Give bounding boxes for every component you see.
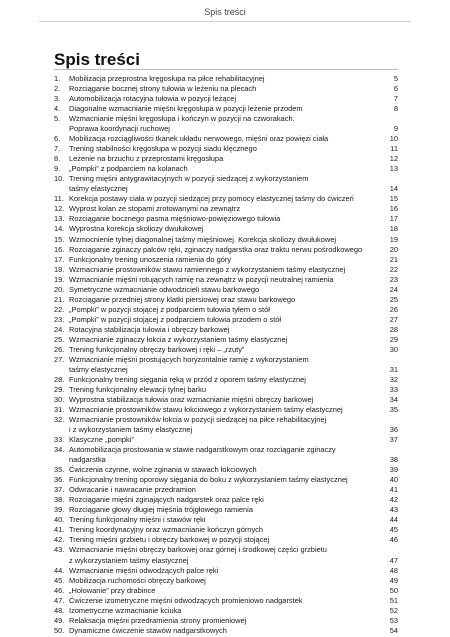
toc-entry-number: 24. — [54, 324, 65, 334]
toc-entry-number: 49. — [54, 615, 65, 625]
toc-entry — [54, 495, 398, 505]
toc-entry-title: Izometryczne wzmacnianie kciuka — [69, 605, 182, 615]
toc-entry — [54, 295, 398, 305]
toc-entry — [54, 505, 398, 515]
toc-entry-title: Trening funkcjonalny elewacji tylnej barku — [69, 384, 206, 394]
toc-entry-title: Wzmacnianie mięśni kręgosłupa i kończyn w pozycji na czworakach. Poprawa koordynacji ruchowej — [69, 114, 295, 134]
toc-entry — [54, 596, 398, 606]
toc-entry — [54, 566, 398, 576]
toc-entry-page: 15 — [389, 194, 398, 204]
toc-entry-title: „Pompki” w pozycji stojącej z podparciem tułowia tyłem o stół — [69, 304, 270, 314]
toc-entry-title: Rozciąganie bocznej strony tułowia w leżeniu na plecach — [69, 84, 257, 94]
page-title: Spis treści — [54, 50, 140, 69]
toc-entry — [54, 245, 398, 255]
toc-entry — [54, 345, 398, 355]
toc-entry — [54, 465, 398, 475]
toc-entry-page: 51 — [389, 595, 398, 605]
toc-entry-title: Wzmacnianie prostowników stawu łokciowego z wykorzystaniem taśmy elastycznej — [69, 405, 343, 415]
toc-entry-title: Ćwiczenia czynne, wolne zginania w stawach łokciowych — [69, 465, 257, 475]
toc-entry-number: 28. — [54, 374, 65, 384]
toc-entry-title: Leżenie na brzuchu z przeprostami kręgosłupa — [69, 154, 224, 164]
toc-entry — [54, 204, 398, 214]
toc-entry — [54, 164, 398, 174]
toc-entry-title: Rotacyjna stabilizacja tułowia i obręczy barkowej — [69, 324, 230, 334]
toc-entry-number: 41. — [54, 525, 65, 535]
toc-entry-number: 10. — [54, 174, 65, 184]
toc-entry — [54, 395, 398, 405]
toc-entry-title: Mobilizacja przeprostna kręgosłupa na piłce rehabilitacyjnej — [69, 74, 265, 83]
toc-entry-page: 36 — [389, 425, 398, 435]
toc-entry — [54, 515, 398, 525]
toc-entry — [54, 475, 398, 485]
toc-entry-page: 5 — [393, 74, 398, 83]
toc-entry-number: 14. — [54, 224, 65, 234]
toc-entry — [54, 335, 398, 345]
toc-entry-page: 19 — [389, 234, 398, 244]
toc-entry-number: 2. — [54, 84, 61, 94]
toc-entry-page: 23 — [389, 274, 398, 284]
toc-entry-title: Wzmacnianie mięśni odwodzących palce ręki — [69, 565, 219, 575]
toc-entry-page: 10 — [389, 134, 398, 144]
toc-entry — [54, 235, 398, 245]
toc-entry-title: Dynamiczne ćwiczenie stawów nadgarstkowych — [69, 625, 227, 635]
toc-entry — [54, 275, 398, 285]
toc-entry — [54, 84, 398, 94]
toc-entry-number: 32. — [54, 415, 65, 425]
toc-entry-page: 30 — [389, 344, 398, 354]
toc-entry — [54, 174, 398, 194]
toc-entry — [54, 104, 398, 114]
toc-entry-title: Korekcja postawy ciała w pozycji siedzącej przy pomocy elastycznej taśmy do ćwiczeń — [69, 194, 354, 204]
toc-entry-number: 29. — [54, 384, 65, 394]
toc-entry-number: 38. — [54, 495, 65, 505]
toc-entry-title: Wzmocnienie tylnej diagonalnej taśmy mięśniowej. Korekcja skoliozy dwułukowej — [69, 234, 337, 244]
toc-entry-number: 16. — [54, 244, 65, 254]
toc-entry — [54, 154, 398, 164]
toc-entry — [54, 325, 398, 335]
toc-entry-page: 46 — [389, 535, 398, 545]
toc-entry-title: Rozciąganie bocznego pasma mięśniowo-powięziowego tułowia — [69, 214, 281, 224]
toc-entry-page: 32 — [389, 374, 398, 384]
toc-entry-number: 12. — [54, 204, 65, 214]
toc-entry-number: 48. — [54, 605, 65, 615]
toc-entry-page: 22 — [389, 264, 398, 274]
toc-entry-page: 24 — [389, 284, 398, 294]
toc-entry-page: 20 — [389, 244, 398, 254]
toc-entry — [54, 606, 398, 616]
toc-entry-title: Trening stabilności kręgosłupa w pozycji siadu klęcznego — [69, 144, 257, 154]
toc-entry-title: Funkcjonalny trening unoszenia ramienia do góry — [69, 254, 232, 264]
toc-entry-page: 18 — [389, 224, 398, 234]
toc-entry-number: 33. — [54, 435, 65, 445]
toc-entry-number: 18. — [54, 264, 65, 274]
toc-entry-number: 3. — [54, 94, 61, 104]
toc-entry-title: Rozciąganie głowy długiej mięśnia trójgłowego ramienia — [69, 505, 253, 515]
toc-entry — [54, 435, 398, 445]
toc-entry-page: 28 — [389, 324, 398, 334]
toc-entry-number: 4. — [54, 104, 61, 114]
toc-entry — [54, 576, 398, 586]
toc-entry-number: 35. — [54, 465, 65, 475]
toc-entry-title: Wzmacnianie mięśni rotujących ramię na zewnątrz w pozycji neutralnej ramienia — [69, 274, 334, 284]
toc-entry-title: Wyprostna korekcja skoliozy dwułukowej — [69, 224, 204, 234]
toc-entry — [54, 445, 398, 465]
toc-entry — [54, 144, 398, 154]
toc-entry-title: „Holowanie” przy drabince — [69, 585, 156, 595]
toc-entry-page: 12 — [389, 154, 398, 164]
toc-entry — [54, 415, 398, 435]
toc-entry-number: 13. — [54, 214, 65, 224]
toc-entry — [54, 224, 398, 234]
toc-entry-page: 9 — [393, 124, 398, 134]
toc-entry — [54, 355, 398, 375]
toc-entry — [54, 285, 398, 295]
toc-entry — [54, 305, 398, 315]
toc-entry — [54, 545, 398, 565]
toc-entry — [54, 626, 398, 636]
toc-entry-title: Wzmacnianie prostowników stawu ramiennego z wykorzystaniem taśmy elastycznej — [69, 264, 346, 274]
toc-entry-number: 17. — [54, 254, 65, 264]
toc-entry-page: 50 — [389, 585, 398, 595]
toc-entry-number: 47. — [54, 595, 65, 605]
toc-entry-page: 49 — [389, 575, 398, 585]
toc-entry-title: Ćwiczenie izometryczne mięśni odwodzących promieniowo nadgarstek — [69, 595, 303, 605]
toc-entry-page: 39 — [389, 465, 398, 475]
toc-entry-page: 25 — [389, 294, 398, 304]
toc-entry-page: 31 — [389, 364, 398, 374]
toc-entry-number: 30. — [54, 395, 65, 404]
toc-entry-page: 38 — [389, 455, 398, 465]
toc-entry-page: 21 — [389, 254, 398, 264]
toc-entry-page: 41 — [389, 485, 398, 495]
toc-entry-number: 7. — [54, 144, 61, 154]
toc-entry-title: Wzmacnianie zginaczy łokcia z wykorzystaniem taśmy elastycznej — [69, 334, 288, 344]
toc-entry-title: Rozciąganie przedniej strony klatki piersiowej oraz stawu barkowego — [69, 294, 296, 304]
toc-entry-number: 5. — [54, 114, 61, 124]
toc-entry-number: 40. — [54, 515, 65, 525]
toc-entry — [54, 94, 398, 104]
toc-entry — [54, 385, 398, 395]
toc-entry-number: 6. — [54, 134, 61, 144]
toc-entry — [54, 265, 398, 275]
toc-entry-title: Automobilizacja prostowania w stawie nadgarstkowym oraz rozciąganie zginaczy nadgarstka — [69, 445, 336, 465]
toc-entry-number: 31. — [54, 405, 65, 415]
toc-entry-title: Rozciąganie mięśni zginających nadgarstek oraz palce ręki — [69, 495, 264, 505]
toc-entry-page: 45 — [389, 525, 398, 535]
toc-entry-title: Trening funkcjonalny obręczy barkowej i ręki – „rzuty” — [69, 344, 245, 354]
toc-entry-number: 11. — [54, 194, 64, 204]
toc-entry-page: 16 — [389, 204, 398, 214]
toc-entry-page: 8 — [393, 104, 398, 114]
toc-entry — [54, 616, 398, 626]
toc-entry-number: 37. — [54, 485, 65, 495]
toc-entry-page: 7 — [393, 94, 398, 104]
toc-entry-page: 33 — [389, 384, 398, 394]
toc-entry-number: 34. — [54, 445, 65, 455]
toc-entry — [54, 315, 398, 325]
toc-entry-page: 13 — [389, 164, 398, 174]
toc-entry-number: 9. — [54, 164, 61, 174]
toc-entry-page: 53 — [389, 615, 398, 625]
toc-entry-number: 44. — [54, 565, 65, 575]
toc-entry-title: Mobilizacja rozciągliwości tkanek układu nerwowego, mięśni oraz powięzi ciała — [69, 134, 329, 144]
toc-entry-page: 11 — [390, 144, 398, 154]
toc-entry-page: 37 — [389, 435, 398, 445]
toc-entry-number: 27. — [54, 354, 65, 364]
toc-entry-number: 23. — [54, 314, 65, 324]
toc-entry — [54, 214, 398, 224]
toc-entry-page: 34 — [389, 395, 398, 404]
toc-entry-title: Wzmacnianie mięśni prostujących horyzontalnie ramię z wykorzystaniem taśmy elastycznej — [69, 354, 309, 374]
toc-entry-title: Funkcjonalny trening sięgania ręką w przód z oporem taśmy elastycznej — [69, 374, 306, 384]
toc-entry-page: 29 — [389, 334, 398, 344]
toc-entry — [54, 74, 398, 84]
toc-entry-title: Mobilizacja ruchomości obręczy barkowej — [69, 575, 206, 585]
toc-entry-number: 25. — [54, 334, 65, 344]
toc-entry-page: 44 — [389, 515, 398, 525]
toc-entry-page: 43 — [389, 505, 398, 515]
toc-entry-page: 17 — [389, 214, 398, 224]
toc-entry — [54, 405, 398, 415]
toc-entry — [54, 114, 398, 134]
toc-entry-number: 21. — [54, 294, 65, 304]
toc-entry-title: Odwracanie i nawracanie przedramion — [69, 485, 196, 495]
toc-entry-title: Wzmacnianie prostowników łokcia w pozycji siedzącej na piłce rehabilitacyjnej i z wykorzystaniem taśmy elastycznej — [69, 415, 327, 435]
toc-entry — [54, 134, 398, 144]
toc-entry-title: Rozciąganie zginaczy palców ręki, zginaczy nadgarstka oraz traktu nerwu pośrodkowego — [69, 244, 363, 254]
toc-entry-title: Trening funkcjonalny mięśni i stawów ręki — [69, 515, 206, 525]
toc-entry — [54, 525, 398, 535]
toc-entry-number: 50. — [54, 625, 65, 635]
toc-entry — [54, 586, 398, 596]
toc-entry-title: Wyprostna stabilizacja tułowia oraz wzmacnianie mięśni obręczy barkowej — [69, 395, 314, 404]
toc-entry-title: „Pompki” w pozycji stojącej z podparciem tułowia przodem o stół — [69, 314, 282, 324]
toc-entry-page: 40 — [389, 475, 398, 485]
title-divider — [54, 69, 398, 70]
toc-entry-title: Wyprost kolan ze stopami zrotowanymi na zewnątrz — [69, 204, 241, 214]
toc-entry-page: 52 — [389, 605, 398, 615]
toc-entry-number: 15. — [54, 234, 65, 244]
toc-entry-page: 35 — [389, 405, 398, 415]
toc-entry — [54, 485, 398, 495]
toc-entry-page: 14 — [389, 184, 398, 194]
toc-entry-page: 6 — [393, 84, 398, 94]
toc-entry-number: 45. — [54, 575, 65, 585]
toc-entry-page: 26 — [389, 304, 398, 314]
toc-entry-title: Funkcjonalny trening oporowy sięgania do boku z wykorzystaniem taśmy elastycznej — [69, 475, 348, 485]
toc-entry-number: 26. — [54, 344, 65, 354]
toc-entry-number: 20. — [54, 284, 65, 294]
table-of-contents — [54, 74, 398, 636]
toc-entry-title: Relaksacja mięśni przedramienia strony promieniowej — [69, 615, 247, 625]
toc-entry-title: Trening koordynacyjny oraz wzmacnianie kończyn górnych — [69, 525, 264, 535]
toc-entry-page: 42 — [389, 495, 398, 505]
toc-entry-page: 48 — [389, 565, 398, 575]
toc-entry — [54, 194, 398, 204]
header-divider — [39, 21, 411, 22]
toc-entry-number: 1. — [54, 74, 61, 83]
toc-entry — [54, 375, 398, 385]
toc-entry-number: 36. — [54, 475, 65, 485]
toc-entry-number: 8. — [54, 154, 61, 164]
toc-entry-page: 27 — [389, 314, 398, 324]
running-header: Spis treści — [204, 7, 246, 17]
toc-entry-title: Diagonalne wzmacnianie mięśni kręgosłupa w pozycji leżenie przodem — [69, 104, 303, 114]
toc-entry — [54, 255, 398, 265]
toc-entry-number: 43. — [54, 545, 65, 555]
toc-entry-number: 22. — [54, 304, 65, 314]
toc-entry-page: 54 — [389, 625, 398, 635]
toc-entry — [54, 535, 398, 545]
toc-entry-title: Symetryczne wzmacnianie odwodzicieli stawu barkowego — [69, 284, 260, 294]
toc-entry-title: Automobilizacja rotacyjna tułowia w pozycji leżącej — [69, 94, 237, 104]
toc-entry-title: Trening mięśni antygrawitacyjnych w pozycji siedzącej z wykorzystaniem taśmy elastycznej — [69, 174, 309, 194]
toc-entry-number: 46. — [54, 585, 65, 595]
toc-entry-number: 42. — [54, 535, 65, 545]
toc-entry-title: Wzmacnianie mięśni obręczy barkowej oraz górnej i środkowej części grzbietu z wykorzystaniem taśmy elastycznej — [69, 545, 327, 565]
toc-entry-title: Klasyczne „pompki” — [69, 435, 134, 445]
toc-entry-title: „Pompki” z podparciem na kolanach — [69, 164, 188, 174]
toc-entry-number: 39. — [54, 505, 65, 515]
toc-entry-page: 47 — [389, 555, 398, 565]
toc-entry-number: 19. — [54, 274, 65, 284]
toc-entry-title: Trening mięśni grzbietu i obręczy barkowej w pozycji stojącej — [69, 535, 270, 545]
